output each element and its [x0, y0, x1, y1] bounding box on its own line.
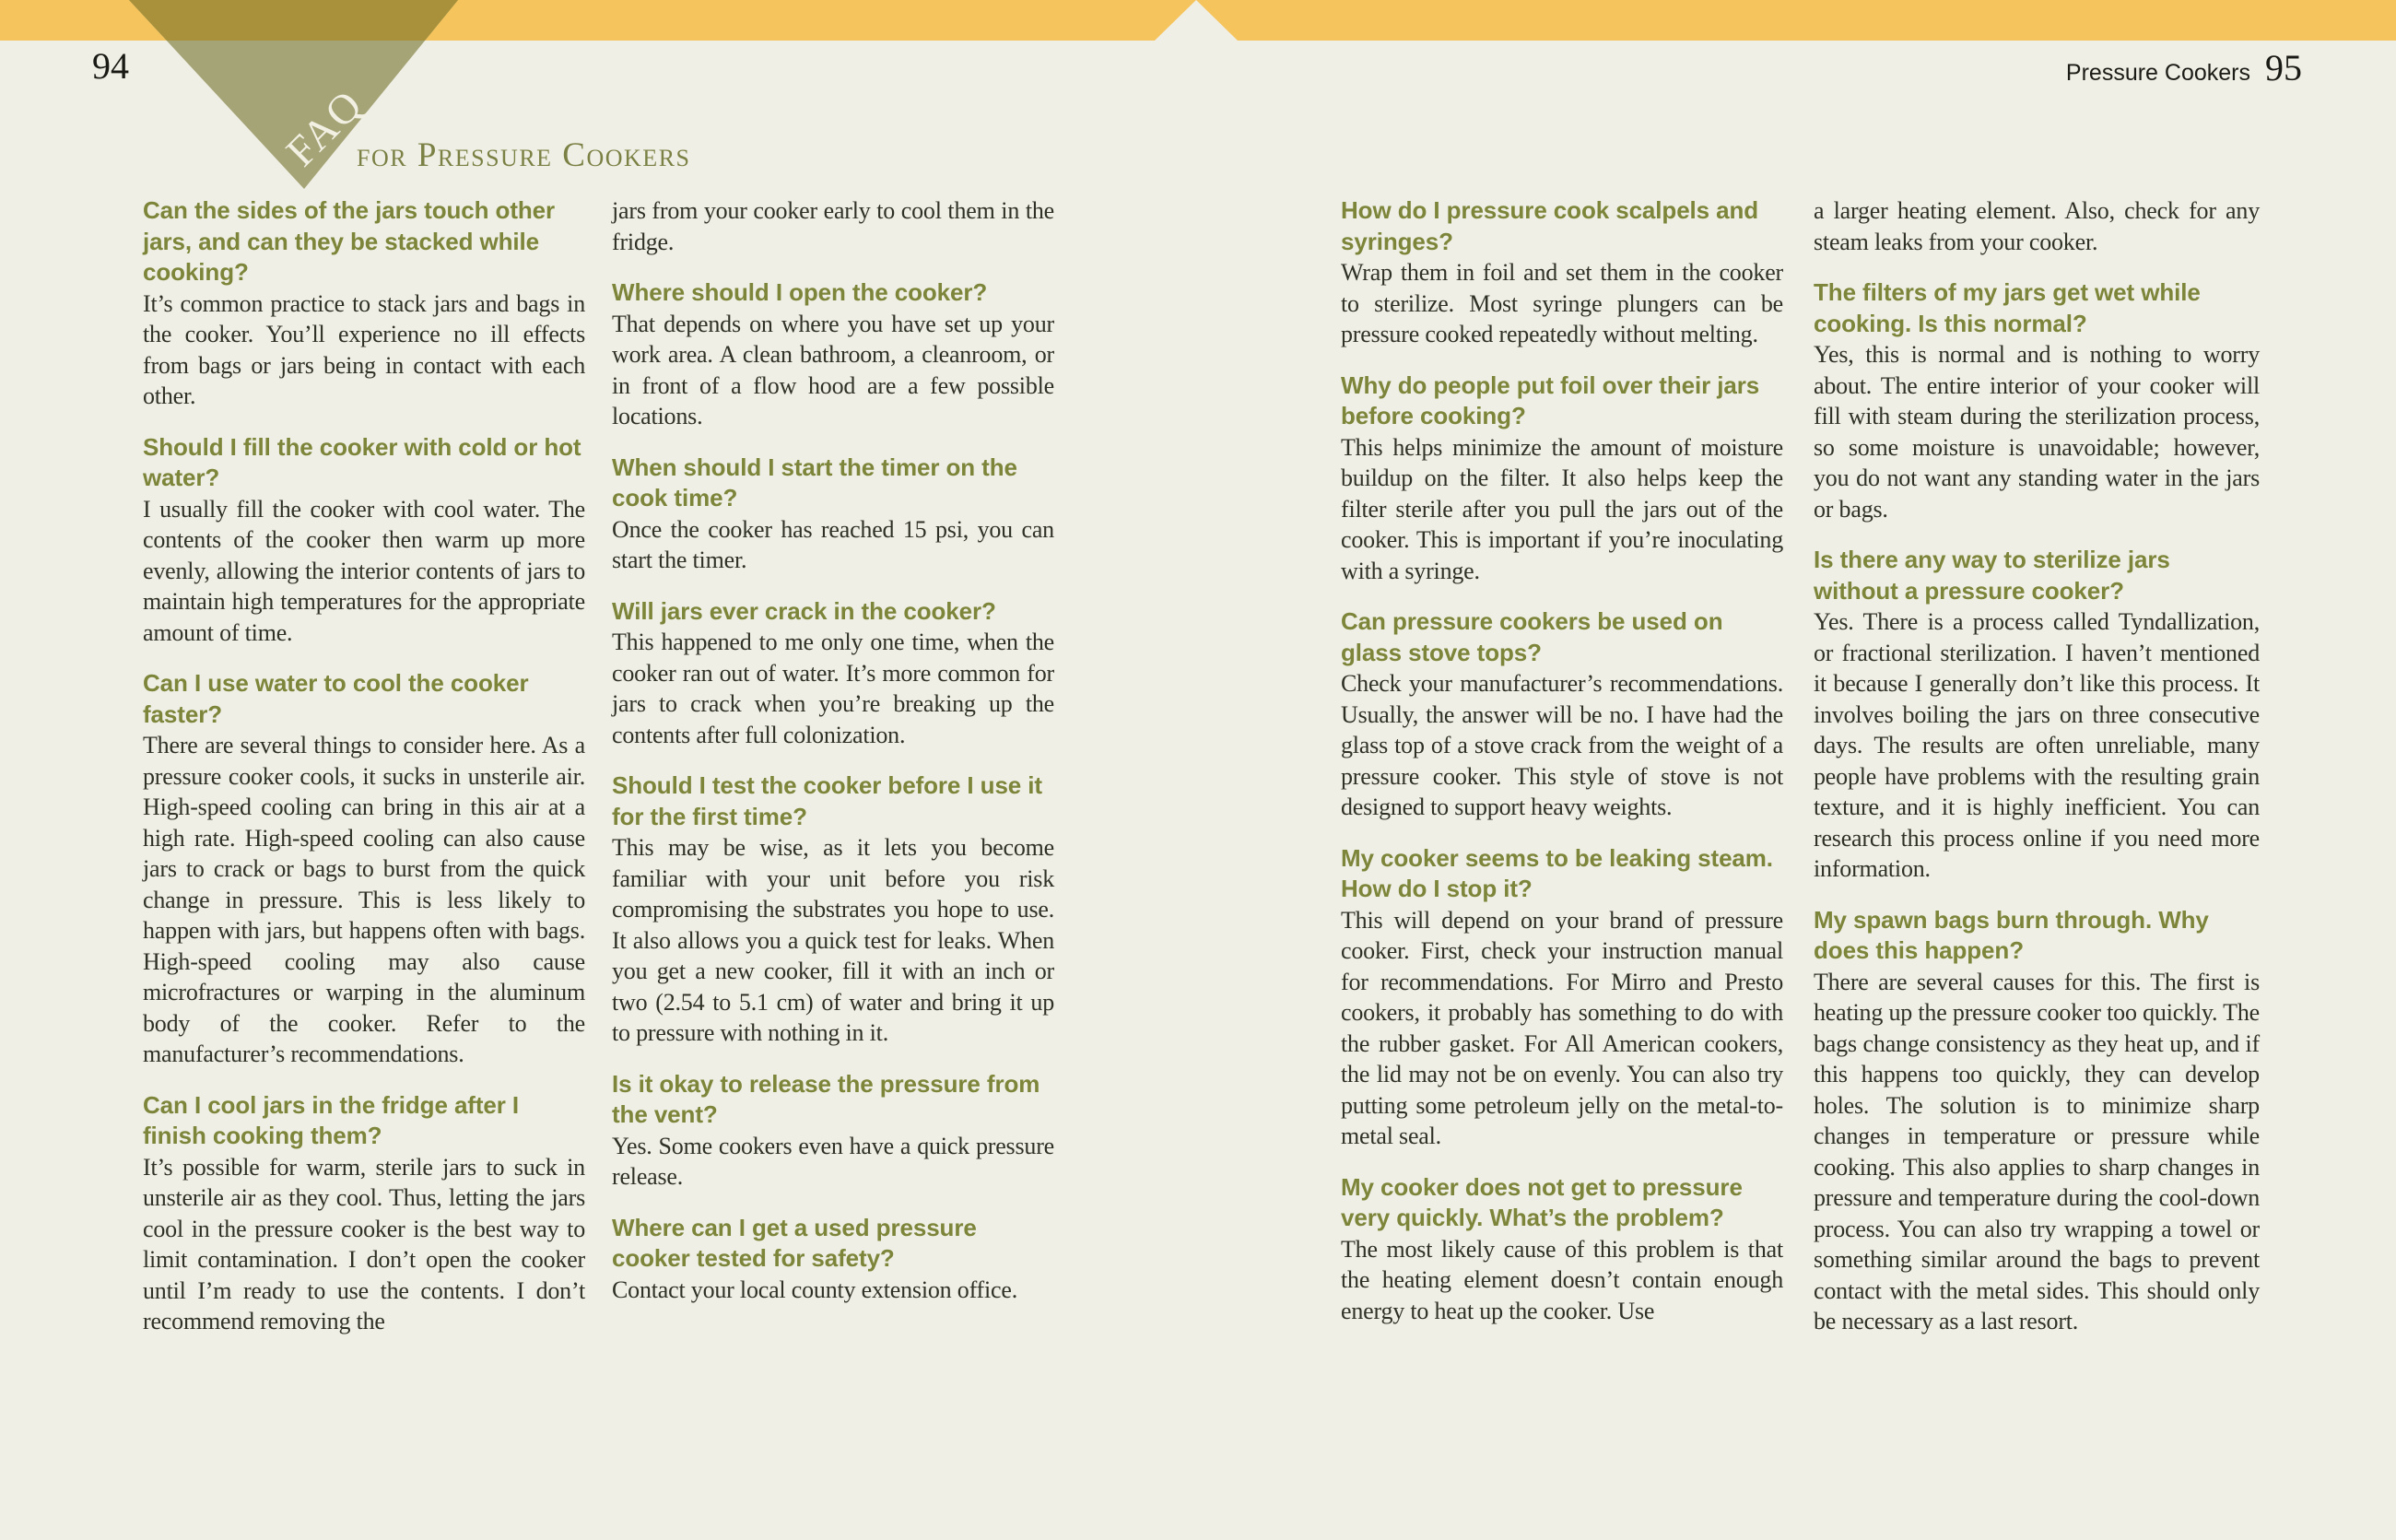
- faq-answer: It’s possible for warm, sterile jars to suck in unsterile air as they cool. Thus, letting the jars cool in the pressure cooker is the best way to limit contamination. I don’t open the cooker until I’m ready to use the contents. I don’t recommend removing the: [143, 1153, 585, 1334]
- faq-item: [1341, 195, 1783, 350]
- faq-answer: There are several causes for this. The first is heating up the pressure cooker too quickly. The bags change consistency as they heat up, and if this happens too quickly, they can develop holes. The solution is to minimize sharp changes in temperature or pressure while cooking. This also applies to sharp changes in pressure and temperature during the cool-down process. You can also try wrapping a towel or something similar around the bags to prevent contact with the metal sides. This should only be necessary as a last resort.: [1814, 968, 2260, 1334]
- faq-item: [143, 1090, 585, 1337]
- faq-item: [1814, 905, 2260, 1337]
- faq-item: [612, 770, 1054, 1049]
- faq-item-continuation: [1814, 195, 2260, 257]
- faq-item: [612, 453, 1054, 576]
- faq-answer: Wrap them in foil and set them in the cooker to sterilize. Most syringe plungers can be pressure cooked repeatedly without melting.: [1341, 259, 1783, 347]
- faq-answer: There are several things to consider here. As a pressure cooker cools, it sucks in unsterile air. High-speed cooling can bring in this air at a high rate. High-speed cooling can also cause jars to crack or bags to burst from the quick change in pressure. This is less likely to happen with jars, but happens often with bags. High-speed cooling may also cause microfractures or warping in the aluminum body of the cooker. Refer to the manufacturer’s recommendations.: [143, 732, 585, 1067]
- faq-answer: Yes. Some cookers even have a quick pressure release.: [612, 1132, 1054, 1190]
- faq-question: Where can I get a used pressure cooker tested for safety?: [612, 1213, 977, 1272]
- faq-ribbon-label: FAQ: [276, 80, 372, 175]
- faq-question: My cooker seems to be leaking steam. How do I stop it?: [1341, 843, 1773, 902]
- faq-question: Should I fill the cooker with cold or hot water?: [143, 432, 581, 491]
- faq-item: [612, 277, 1054, 432]
- faq-item: [1814, 277, 2260, 524]
- faq-item: [1341, 606, 1783, 823]
- faq-item: [1814, 545, 2260, 885]
- faq-question: My spawn bags burn through. Why does this happen?: [1814, 905, 2209, 964]
- faq-answer: Yes, this is normal and is nothing to worry about. The entire interior of your cooker will fill with steam during the sterilization process, so some moisture is unavoidable; however, you do not want any standing water in the jars or bags.: [1814, 341, 2260, 523]
- faq-answer: jars from your cooker early to cool them in the fridge.: [612, 197, 1054, 255]
- faq-answer: This may be wise, as it lets you become familiar with your unit before you risk compromising the substrates you hope to use. It also allows you a quick test for leaks. When you get a new cooker, fill it with an inch or two (2.54 to 5.1 cm) of water and bring it up to pressure with nothing in it.: [612, 834, 1054, 1046]
- running-header-label: Pressure Cookers: [2065, 60, 2250, 86]
- faq-question: Why do people put foil over their jars before cooking?: [1341, 370, 1760, 429]
- faq-question: When should I start the timer on the cook time?: [612, 453, 1017, 511]
- faq-question: Should I test the cooker before I use it for the first time?: [612, 771, 1042, 830]
- page-number-right: 95: [2265, 47, 2302, 88]
- faq-answer: That depends on where you have set up your work area. A clean bathroom, a cleanroom, or in front of a flow hood are a few possible locations.: [612, 310, 1054, 429]
- faq-answer: Contact your local county extension office.: [612, 1275, 1018, 1303]
- faq-question: Will jars ever crack in the cooker?: [612, 596, 996, 625]
- running-header-right: [2065, 47, 2302, 88]
- faq-item: [1341, 370, 1783, 587]
- faq-answer: It’s common practice to stack jars and bags in the cooker. You’ll experience no ill effects from bags or jars being in contact with each other.: [143, 289, 585, 409]
- faq-answer: This will depend on your brand of pressure cooker. First, check your instruction manual for recommendations. For Mirro and Presto cookers, it probably has something to do with the rubber gasket. For All American cookers, the lid may not be on evenly. You can also try putting some petroleum jelly on the metal-to-metal seal.: [1341, 906, 1783, 1149]
- right-page-column-1: [1341, 195, 1783, 1326]
- faq-question: How do I pressure cook scalpels and syringes?: [1341, 196, 1759, 255]
- faq-answer: This happened to me only one time, when the cooker ran out of water. It’s more common for jars to crack when you’re breaking up the contents after full colonization.: [612, 629, 1054, 748]
- faq-answer: a larger heating element. Also, check for any steam leaks from your cooker.: [1814, 197, 2260, 255]
- faq-answer: This helps minimize the amount of moisture buildup on the filter. It also helps keep the filter sterile after you pull the jars out of the cooker. This is important if you’re inoculating with a syringe.: [1341, 433, 1783, 584]
- faq-question: Where should I open the cooker?: [612, 278, 988, 306]
- left-page-column-2: [612, 195, 1054, 1305]
- faq-question: Is it okay to release the pressure from the vent?: [612, 1069, 1040, 1128]
- spine-notch-triangle: [1155, 0, 1238, 41]
- faq-item: [143, 668, 585, 1070]
- faq-item: [143, 432, 585, 649]
- faq-answer: Yes. There is a process called Tyndallization, or fractional sterilization. I haven’t mentioned it because I generally don’t like this process. It involves boiling the jars on three consecutive days. The results are often unreliable, many people have problems with the resulting grain texture, and it is highly inefficient. You can research this process online if you need more information.: [1814, 608, 2260, 882]
- faq-item-continuation: [612, 195, 1054, 257]
- faq-question: Can pressure cookers be used on glass stove tops?: [1341, 607, 1723, 666]
- faq-answer: I usually fill the cooker with cool water. The contents of the cooker then warm up more evenly, allowing the interior contents of jars to maintain high temperatures for the appropriate amount of time.: [143, 495, 585, 646]
- faq-answer: Once the cooker has reached 15 psi, you can start the timer.: [612, 515, 1054, 573]
- faq-item: [612, 596, 1054, 751]
- chapter-title: for Pressure Cookers: [357, 136, 691, 174]
- faq-item: [612, 1069, 1054, 1193]
- page-number-left: 94: [92, 45, 129, 87]
- faq-question: My cooker does not get to pressure very quickly. What’s the problem?: [1341, 1172, 1743, 1231]
- faq-answer: Check your manufacturer’s recommendations. Usually, the answer will be no. I have had the glass top of a stove crack from the weight of a pressure cooker. This style of stove is not designed to support heavy weights.: [1341, 670, 1783, 820]
- faq-item: [612, 1213, 1054, 1306]
- right-page-column-2: [1814, 195, 2260, 1337]
- faq-question: Is there any way to sterilize jars without a pressure cooker?: [1814, 546, 2170, 605]
- faq-question: The filters of my jars get wet while cooking. Is this normal?: [1814, 278, 2201, 337]
- faq-item: [1341, 843, 1783, 1152]
- left-page-column-1: [143, 195, 585, 1337]
- faq-answer: The most likely cause of this problem is that the heating element doesn’t contain enough energy to heat up the cooker. Use: [1341, 1235, 1783, 1324]
- faq-item: [1341, 1172, 1783, 1327]
- faq-question: Can I use water to cool the cooker faster?: [143, 669, 529, 728]
- faq-item: [143, 195, 585, 412]
- faq-question: Can the sides of the jars touch other jars, and can they be stacked while cooking?: [143, 196, 556, 286]
- faq-question: Can I cool jars in the fridge after I finish cooking them?: [143, 1090, 520, 1149]
